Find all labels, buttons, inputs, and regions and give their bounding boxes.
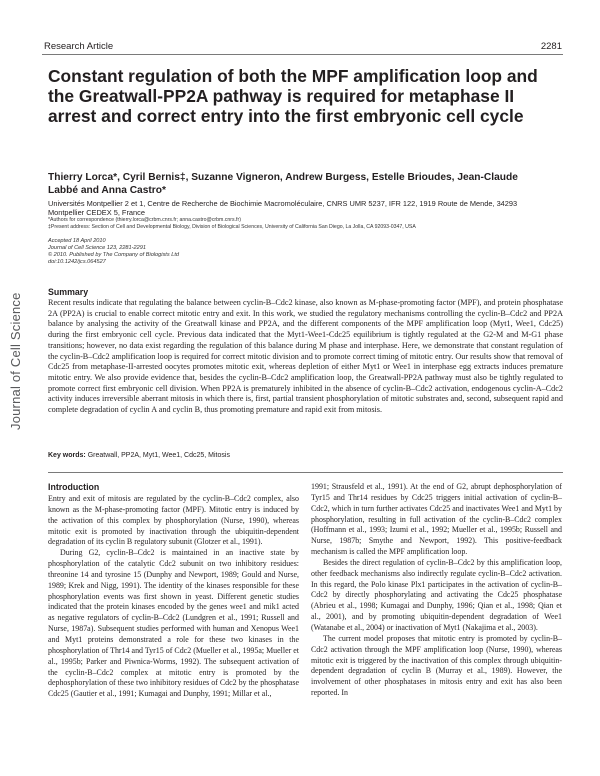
- doi-line: doi:10.1242/jcs.064527: [48, 259, 106, 265]
- publication-dates: [48, 238, 179, 266]
- copyright-line: © 2010. Published by The Company of Biologists Ltd: [48, 252, 179, 258]
- intro-paragraph-3: 1991; Strausfeld et al., 1991). At the end of G2, abrupt dephosphorylation of Tyr15 and Thr14 residues by Cdc25 triggers initial activation of cyclin-B–Cdc2, which in turn further activates Cdc25 and inactivates Wee1 and Myt1 by phosphorylation, resulting in full activation of the cyclin-B–Cdc2 complex (Hoffmann et al., 1993; Izumi et al., 1992; Mueller et al., 1995b; Russell and Nurse, 1987b; Smythe and Newport, 1992). This positive-feedback mechanism is called the MPF amplification loop.: [311, 482, 562, 557]
- intro-paragraph-2: During G2, cyclin-B–Cdc2 is maintained in an inactive state by phosphorylation of the catalytic Cdc2 subunit on two inhibitory residues: threonine 14 and tyrosine 15 (Dunphy and Newport, 1989; Gould and Nurse, 1989; Krek and Nigg, 1991). The identity of the kinases responsible for these phosphorylation events was first shown in yeast. Different genetic studies indicated that the protein kinases encoded by the genes wee1 and mik1 acted as negative regulators of cyclin-B–Cdc2 (Lundgren et al., 1991; Russell and Nurse, 1987a). Subsequent studies performed with human and Xenopus Wee1 and Myt1 proteins demonstrated a role for these two kinases in the phosphorylation of Thr14 and Tyr15 of Cdc2 (Mueller et al., 1995a; Mueller et al., 1995b; Parker and Piwnica-Worms, 1992). The subsequent activation of the cyclin-B–Cdc2 complex at mitotic entry is promoted by the dephosphorylation of these two inhibitory residues of Cdc2 by the phosphatase Cdc25 (Gautier et al., 1991; Kumagai and Dunphy, 1991; Millar et al.,: [48, 548, 299, 699]
- correspondence-note: *Authors for correspondence (thierry.lorca@crbm.cnrs.fr; anna.castro@crbm.cnrs.fr): [48, 217, 241, 223]
- keywords-text: Greatwall, PP2A, Myt1, Wee1, Cdc25, Mitosis: [87, 452, 230, 459]
- article-title: Constant regulation of both the MPF amplification loop and the Greatwall-PP2A pathway is required for metaphase II arrest and correct entry into the first embryonic cell cycle: [48, 66, 538, 127]
- summary-heading: Summary: [48, 287, 89, 297]
- keywords-line: [48, 452, 563, 459]
- author-affiliation: Universités Montpellier 2 et 1, Centre de Recherche de Biochimie Macromoléculaire, CNRS UMR 5237, IFR 122, 1919 Route de Mende, 34293 Montpellier CEDEX 5, France: [48, 199, 518, 217]
- accepted-date: Accepted 18 April 2010: [48, 238, 106, 244]
- summary-text: Recent results indicate that regulating the balance between cyclin-B–Cdc2 kinase, also known as M-phase-promoting factor (MPF), and protein phosphatase 2A (PP2A) is crucial to enable correct mitotic entry and exit. In this work, we studied the regulatory mechanisms controlling the cyclin-B–Cdc2 and PP2A balance by analysing the activity of the Greatwall kinase and PP2A, and the different components of the MPF amplification loop (Myt1, Wee1, Cdc25) during the first embryonic cell cycle. Previous data indicated that the Myt1-Wee1-Cdc25 equilibrium is tightly regulated at the G2-M and M-G1 phase transitions; however, no data exist regarding the regulation of this balance during M phase and interphase. Here, we demonstrate that constant regulation of the cyclin-B–Cdc2 amplification loop is required for correct mitotic division and to promote correct timing of mitotic entry. Our results show that removal of Cdc25 from metaphase-II-arrested oocytes promotes mitotic exit, whereas depletion of either Myt1 or Wee1 in interphase egg extracts induces premature mitotic entry. We also provide evidence that, besides the cyclin-B–Cdc2 amplification loop, the Greatwall-PP2A pathway must also be tightly regulated to promote correct first embryonic cell division. When PP2A is prematurely inhibited in the absence of cyclin-B–Cdc2 activation, endogenous cyclin-A–Cdc2 activity induces irreversible aberrant mitosis in which there is, first, partial transient phosphorylation of mitotic substrates and, second, subsequent rapid and complete degradation of cyclin A and cyclin B, thus promoting premature and rapid exit from mitosis.: [48, 298, 563, 415]
- intro-paragraph-1: Entry and exit of mitosis are regulated by the cyclin-B–Cdc2 complex, also known as the M-phase-promoting factor (MPF). Mitotic entry is induced by the activation of this complex by phosphorylation (Nurse, 1990), whereas mitotic exit is promoted by inactivation through the ubiquitin-dependent degradation of its cyclin B regulatory subunit (Glotzer et al., 1991).: [48, 494, 299, 547]
- present-address-note: ‡Present address: Section of Cell and Developmental Biology, Division of Biological Sciences, University of California San Diego, La Jolla, CA 92093-0347, USA: [48, 223, 416, 230]
- intro-paragraph-5: The current model proposes that mitotic entry is promoted by cyclin-B–Cdc2 activation through the MPF amplification loop (Nurse, 1990), whereas mitotic exit is triggered by the inactivation of this complex through ubiquitin-dependent degradation of cyclin B (Murray et al., 1989). However, the involvement of other phosphatases in mitosis entry and exit has also been reported. In: [311, 633, 562, 698]
- page-number: 2281: [540, 41, 562, 52]
- introduction-heading: Introduction: [48, 482, 100, 492]
- author-notes: [48, 217, 563, 230]
- section-label: Research Article: [44, 41, 114, 52]
- keywords-rule: [48, 472, 563, 473]
- author-list: Thierry Lorca*, Cyril Bernis‡, Suzanne Vigneron, Andrew Burgess, Estelle Brioudes, Jean-Claude Labbé and Anna Castro*: [48, 172, 518, 196]
- keywords-label: Key words:: [48, 452, 86, 459]
- journal-citation: Journal of Cell Science 123, 2281-2291: [48, 245, 146, 251]
- journal-side-label: Journal of Cell Science: [8, 292, 23, 430]
- body-column-right: [311, 482, 562, 699]
- header-rule: [42, 54, 563, 55]
- intro-paragraph-4: Besides the direct regulation of cyclin-B–Cdc2 by this amplification loop, other feedback mechanisms also indirectly regulate cyclin-B–Cdc2 activation. In this regard, the Polo kinase Plx1 participates in the activation of cyclin-B–Cdc2 by directly phosphorylating and activating the Cdc25 phosphatase (Abrieu et al., 1998; Kumagai and Dunphy, 1996; Qian et al., 1998; Qian et al., 2001), and by promoting ubiquitin-dependent degradation of Wee1 (Watanabe et al., 2004) or inactivation of Myt1 (Nakajima et al., 2003).: [311, 557, 562, 632]
- body-column-left: [48, 482, 299, 700]
